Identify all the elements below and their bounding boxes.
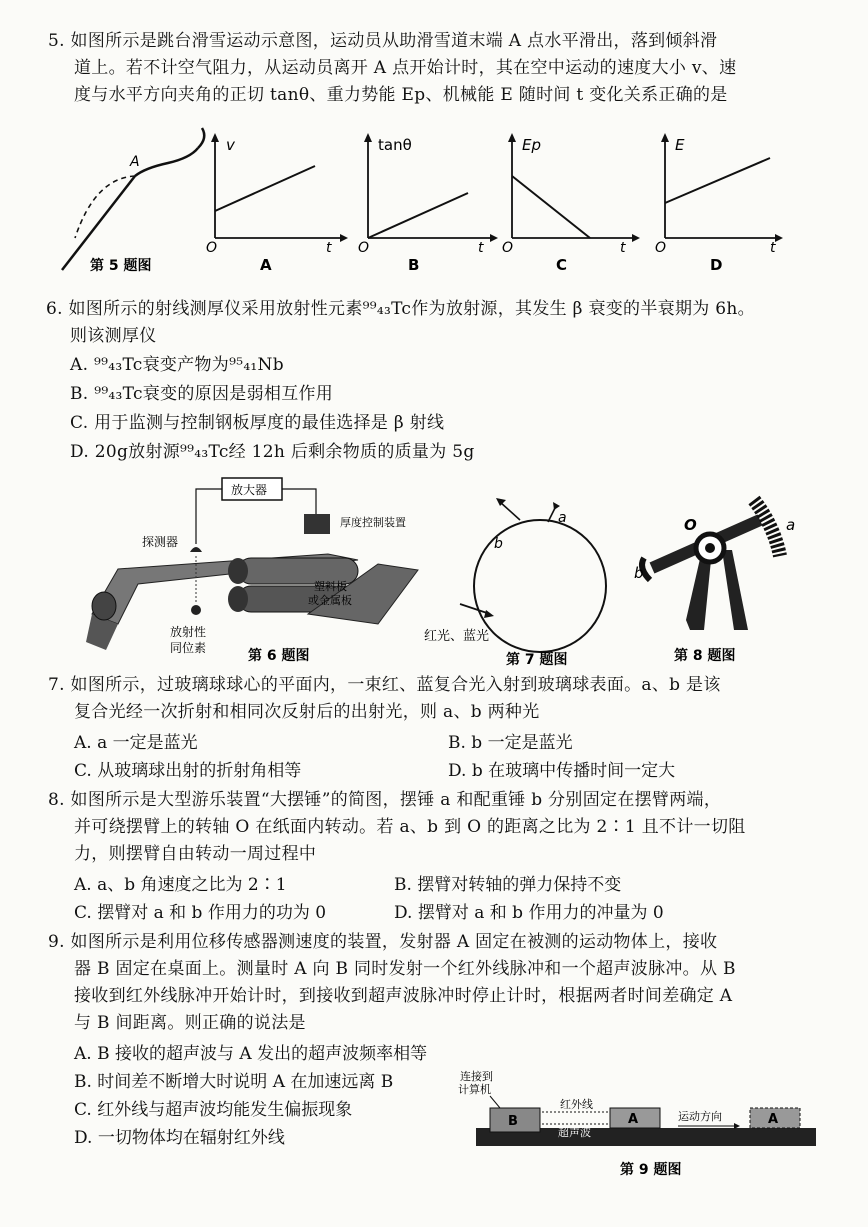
q6-option-b: B. ⁹⁹₄₃Tc衰变的原因是弱相互作用 <box>70 384 334 404</box>
fig6-caption: 第 6 题图 <box>248 648 310 664</box>
detector-icon <box>190 547 202 552</box>
fig7-caption: 第 7 题图 <box>506 652 568 668</box>
receiver-b-label: B <box>508 1114 518 1129</box>
question-6 <box>46 296 755 466</box>
q7-option-a: A. a 一定是蓝光 <box>74 733 198 753</box>
graph-a-label: A <box>260 256 272 274</box>
question-7 <box>48 672 721 726</box>
graph-b <box>358 133 498 274</box>
isotope-label: 放射性同位素 <box>170 625 207 655</box>
plate-label: 塑料板或金属板 <box>308 580 352 607</box>
graph-b-y-label: tanθ <box>378 136 412 154</box>
graph-a-x-label: t <box>326 240 332 256</box>
graph-a-y-label: v <box>226 136 235 154</box>
emitter-a-ghost-label: A <box>768 1112 779 1127</box>
fig5-caption: 第 5 题图 <box>90 258 152 274</box>
graph-a <box>206 133 348 274</box>
q5-line-1: 5. 如图所示是跳台滑雪运动示意图，运动员从助滑雪道末端 A 点水平滑出，落到倾斜滑 <box>48 31 718 51</box>
q5-figures <box>50 118 850 278</box>
fig8-o-label: O <box>684 516 697 534</box>
direction-label: 运动方向 <box>678 1110 722 1123</box>
graph-c <box>502 133 640 274</box>
fig7-b-label: b <box>494 536 503 552</box>
q6-line-2: 则该测厚仪 <box>70 326 157 346</box>
q6-option-a: A. ⁹⁹₄₃Tc衰变产物为⁹⁵₄₁Nb <box>70 355 284 375</box>
q6-line-1: 6. 如图所示的射线测厚仪采用放射性元素⁹⁹₄₃Tc作为放射源，其发生 β 衰变的半衰期为 6h。 <box>46 299 755 319</box>
fig7-a-label: a <box>558 510 567 526</box>
graph-c-origin: O <box>502 240 514 256</box>
fig7-glass-ball <box>420 494 630 670</box>
fig8-b-label: b <box>634 564 644 582</box>
fig8-caption: 第 8 题图 <box>674 648 736 664</box>
graph-d-label: D <box>710 256 723 274</box>
q8-line-3: 力，则摆臂自由转动一周过程中 <box>74 844 317 864</box>
graph-c-x-label: t <box>620 240 626 256</box>
q9-line-3: 接收到红外线脉冲开始计时，到接收到超声波脉冲时停止计时，根据两者时间差确定 A <box>74 986 733 1006</box>
ir-label: 红外线 <box>560 1098 593 1111</box>
detector-label: 探测器 <box>142 535 179 549</box>
fig7-light-label: 红光、蓝光 <box>424 629 490 644</box>
q6-option-c: C. 用于监测与控制钢板厚度的最佳选择是 β 射线 <box>70 413 445 433</box>
q9-line-1: 9. 如图所示是利用位移传感器测速度的装置，发射器 A 固定在被测的运动物体上，接收 <box>48 932 718 952</box>
point-a-label: A <box>130 154 140 170</box>
q8-option-a: A. a、b 角速度之比为 2∶1 <box>74 875 287 895</box>
graph-d-y-label: E <box>675 136 685 154</box>
amplifier-label: 放大器 <box>231 483 268 497</box>
control-device <box>304 514 330 534</box>
q9-option-c: C. 红外线与超声波均能发生偏振现象 <box>74 1100 353 1120</box>
q9-line-2: 器 B 固定在桌面上。测量时 A 向 B 同时发射一个红外线脉冲和一个超声波脉冲。从 B <box>74 959 736 979</box>
q7-option-b: B. b 一定是蓝光 <box>448 733 573 753</box>
graph-b-x-label: t <box>478 240 484 256</box>
ski-jump-diagram <box>62 128 204 270</box>
q7-line-2: 复合光经一次折射和相同次反射后的出射光，则 a、b 两种光 <box>74 702 540 722</box>
graph-d <box>655 133 783 274</box>
q9-option-d: D. 一切物体均在辐射红外线 <box>74 1128 285 1148</box>
q9-option-b: B. 时间差不断增大时说明 A 在加速远离 B <box>74 1072 394 1092</box>
q8-line-2: 并可绕摆臂上的转轴 O 在纸面内转动。若 a、b 到 O 的距离之比为 2∶1 且不计一切阻 <box>74 817 746 837</box>
question-9 <box>48 929 736 1037</box>
graph-c-label: C <box>556 256 568 274</box>
q7-line-1: 7. 如图所示，过玻璃球球心的平面内，一束红、蓝复合光入射到玻璃球表面。a、b 是该 <box>48 675 721 695</box>
us-label: 超声波 <box>558 1126 591 1139</box>
q8-line-1: 8. 如图所示是大型游乐装置“大摆锤”的简图，摆锤 a 和配重锤 b 分别固定在摆臂两端， <box>48 790 722 810</box>
fig8-pendulum <box>630 490 810 670</box>
q6-option-d: D. 20g放射源⁹⁹₄₃Tc经 12h 后剩余物质的质量为 5g <box>70 442 475 462</box>
emitter-a-label: A <box>628 1112 639 1127</box>
question-8 <box>48 787 746 868</box>
question-5 <box>48 28 736 109</box>
fig9-sensor <box>458 1068 830 1180</box>
q9-line-4: 与 B 间距离。则正确的说法是 <box>74 1013 306 1033</box>
q5-line-3: 度与水平方向夹角的正切 tanθ、重力势能 Ep、机械能 E 随时间 t 变化关系正确的是 <box>74 85 728 105</box>
fig8-a-label: a <box>786 516 796 534</box>
q8-option-d: D. 摆臂对 a 和 b 作用力的冲量为 0 <box>394 903 664 923</box>
graph-b-origin: O <box>358 240 370 256</box>
graph-d-origin: O <box>655 240 667 256</box>
graph-a-origin: O <box>206 240 218 256</box>
computer-label: 连接到计算机 <box>458 1070 493 1096</box>
graph-b-label: B <box>408 256 420 274</box>
fig9-caption: 第 9 题图 <box>620 1162 682 1178</box>
q5-line-2: 道上。若不计空气阻力，从运动员离开 A 点开始计时，其在空中运动的速度大小 v、速 <box>74 58 737 78</box>
control-label: 厚度控制装置 <box>340 516 406 529</box>
q9-option-a: A. B 接收的超声波与 A 发出的超声波频率相等 <box>74 1044 428 1064</box>
q8-option-c: C. 摆臂对 a 和 b 作用力的功为 0 <box>74 903 327 923</box>
graph-d-x-label: t <box>770 240 776 256</box>
q7-option-d: D. b 在玻璃中传播时间一定大 <box>448 761 676 781</box>
graph-c-y-label: Ep <box>522 136 541 154</box>
q8-option-b: B. 摆臂对转轴的弹力保持不变 <box>394 875 622 895</box>
q7-option-c: C. 从玻璃球出射的折射角相等 <box>74 761 302 781</box>
fig6-thickness-gauge <box>78 474 438 670</box>
